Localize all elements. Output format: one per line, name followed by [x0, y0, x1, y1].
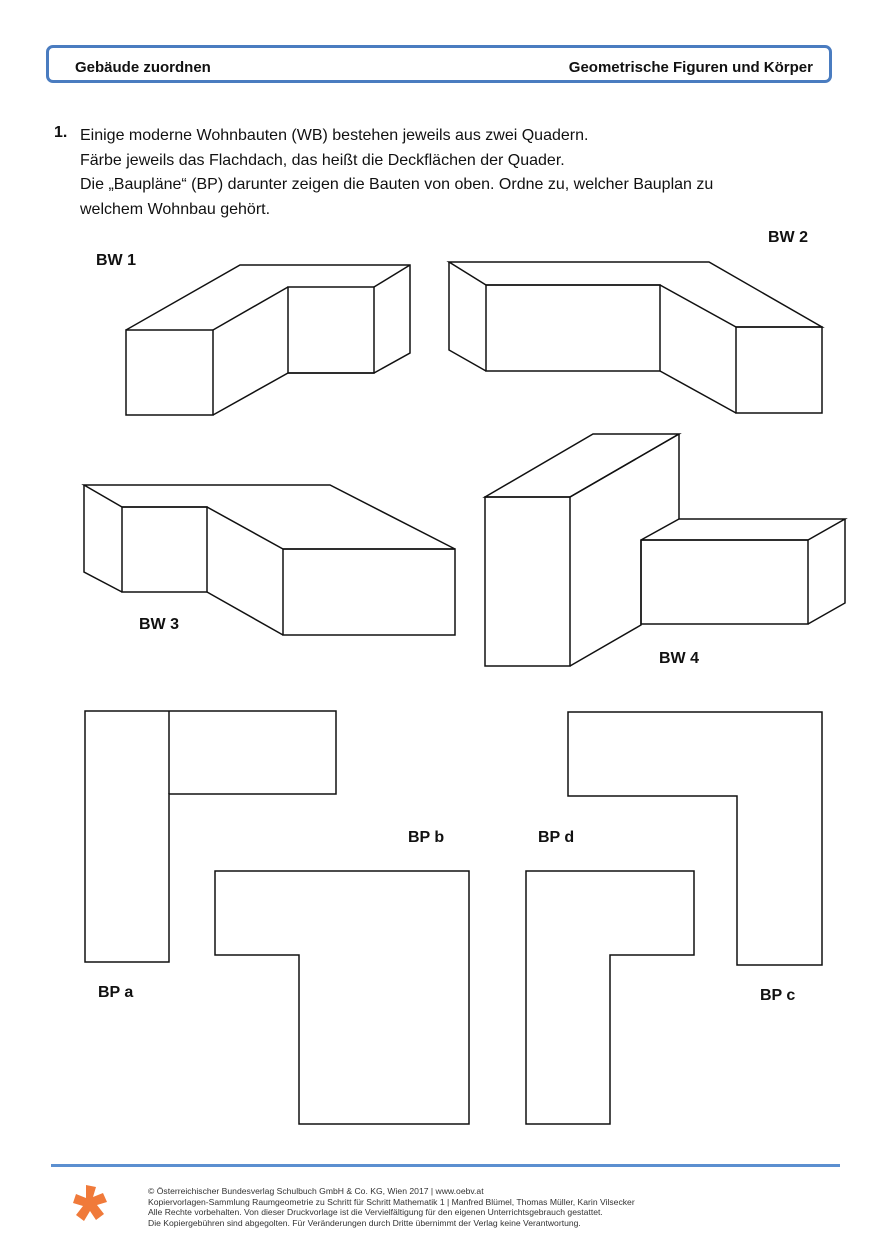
building-bw1-drawing	[126, 265, 410, 415]
footer-text	[148, 1186, 635, 1228]
label-bpa: BP a	[98, 984, 134, 1001]
plan-bpb-drawing	[215, 871, 469, 1124]
building-bw2-drawing	[449, 262, 822, 413]
footer-rule	[51, 1164, 840, 1167]
label-bw3: BW 3	[139, 616, 179, 633]
task-line: Die „Baupläne“ (BP) darunter zeigen die Bauten von oben. Ordne zu, welcher Bauplan zu	[80, 176, 714, 193]
task-line: Einige moderne Wohnbauten (WB) bestehen jeweils aus zwei Quadern.	[80, 127, 589, 144]
header-right-title: Geometrische Figuren und Körper	[568, 59, 813, 76]
building-bw4-drawing	[485, 434, 845, 666]
label-bpb: BP b	[408, 829, 445, 846]
plan-bpd-drawing	[526, 871, 694, 1124]
task-line: Färbe jeweils das Flachdach, das heißt die Deckflächen der Quader.	[80, 151, 565, 169]
footer-line: © Österreichischer Bundesverlag Schulbuch GmbH & Co. KG, Wien 2017 | www.oebv.at	[148, 1186, 484, 1196]
label-bw2: BW 2	[768, 229, 808, 246]
label-bw4: BW 4	[659, 650, 699, 667]
plan-bpa-drawing	[85, 711, 336, 962]
label-bw1: BW 1	[96, 252, 136, 269]
footer-line: Die Kopiergebühren sind abgegolten. Für Veränderungen durch Dritte übernimmt der Verlag keine Verantwortung.	[148, 1217, 581, 1228]
header-left-title: Gebäude zuordnen	[75, 59, 211, 76]
task-number: 1.	[54, 124, 68, 141]
oebv-asterisk-icon	[70, 1183, 110, 1223]
task-line: welchem Wohnbau gehört.	[80, 200, 271, 218]
footer-line: Kopiervorlagen-Sammlung Raumgeometrie zu Schritt für Schritt Mathematik 1 | Manfred Blümel, Thomas Müller, Karin Vilsecker	[148, 1196, 635, 1207]
plan-bpc-drawing	[568, 712, 822, 965]
label-bpd: BP d	[538, 829, 575, 846]
footer-line: Alle Rechte vorbehalten. Von dieser Druckvorlage ist die Vervielfältigung für den eigenen Unterrichtsgebrauch gestattet.	[148, 1207, 603, 1217]
building-bw3-drawing	[84, 485, 455, 635]
label-bpc: BP c	[760, 987, 796, 1004]
